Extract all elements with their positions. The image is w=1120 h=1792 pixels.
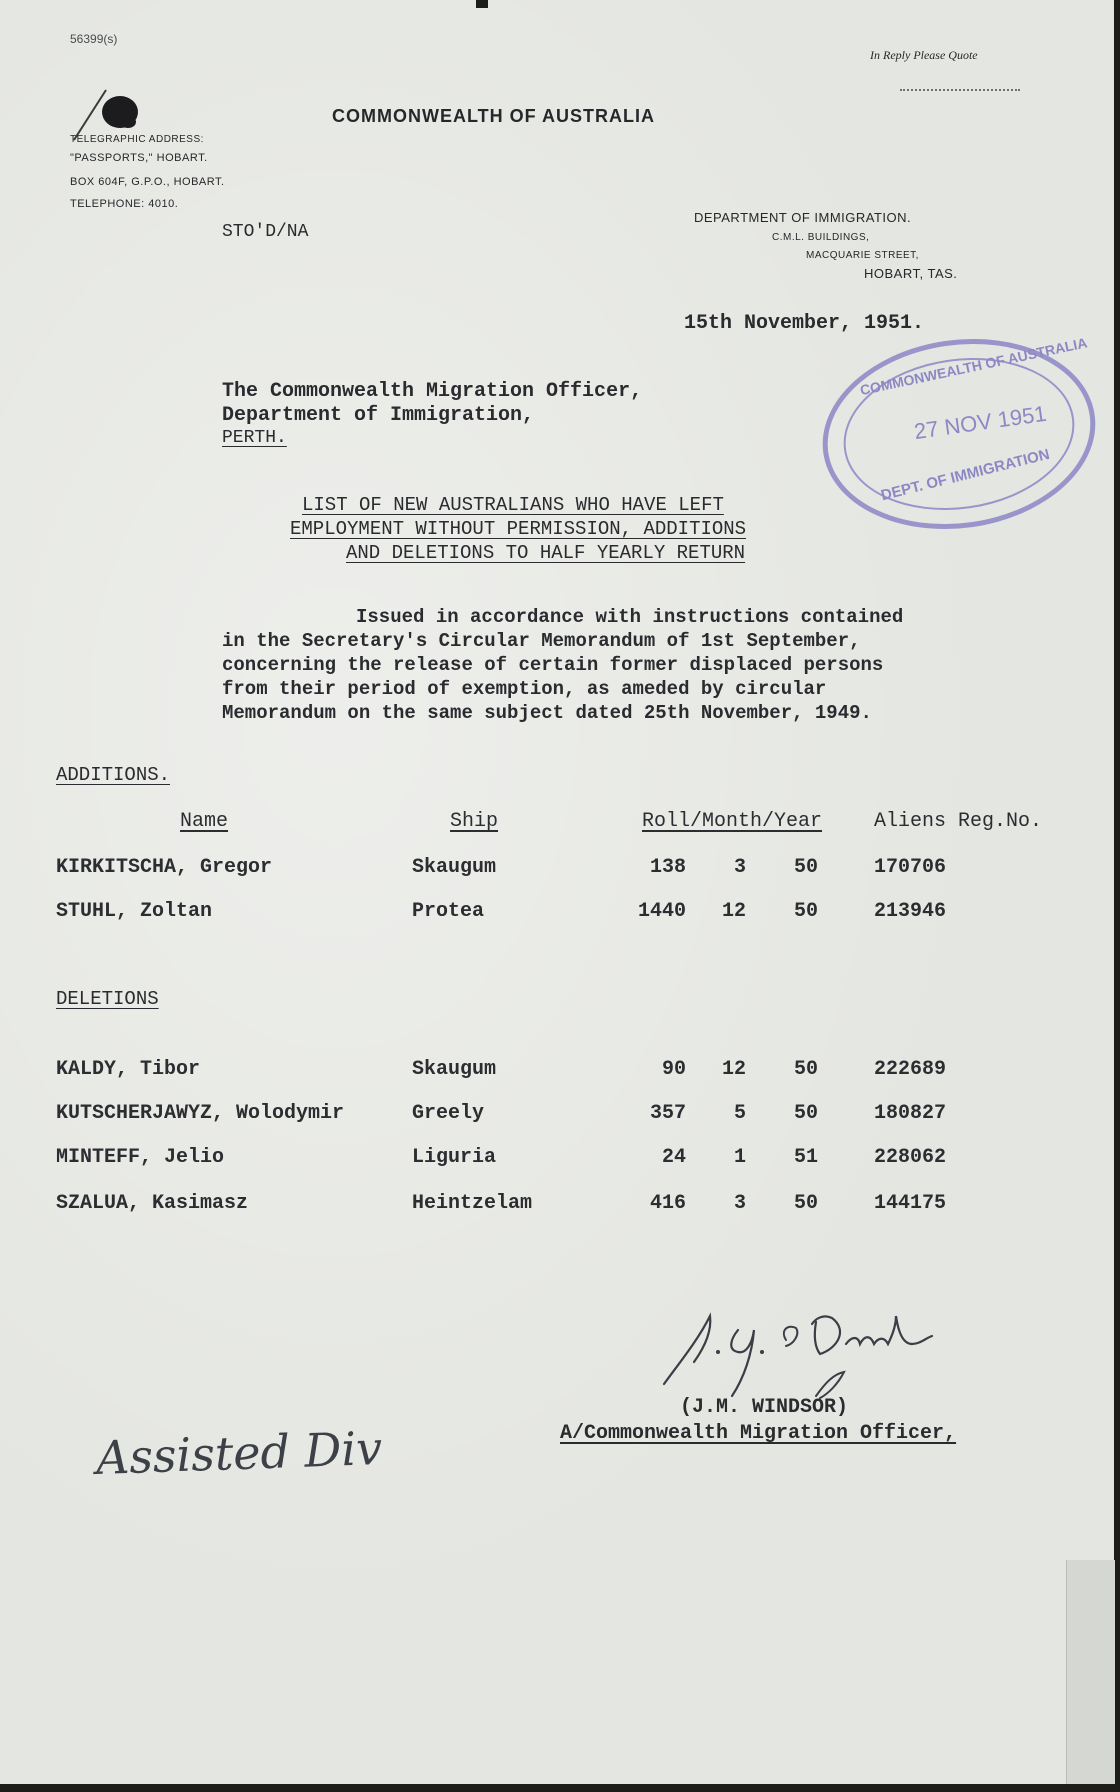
handwritten-annotation: Assisted Div	[95, 1421, 383, 1485]
row-year: 50	[794, 900, 819, 923]
row-roll: 357	[649, 1102, 686, 1125]
row-name: STUHL, Zoltan	[56, 900, 213, 923]
column-header-ship: Ship	[450, 810, 499, 833]
row-reg-no: 144175	[874, 1192, 947, 1215]
row-reg-no: 170706	[874, 856, 947, 879]
row-month: 3	[733, 1192, 746, 1215]
po-box: BOX 604F, G.P.O., HOBART.	[70, 176, 225, 188]
row-roll: 24	[661, 1146, 686, 1169]
subject-line-2: EMPLOYMENT WITHOUT PERMISSION, ADDITIONS	[290, 518, 747, 540]
reference-code: STO'D/NA	[222, 222, 309, 242]
letter-date: 15th November, 1951.	[684, 312, 925, 335]
row-ship: Skaugum	[412, 856, 497, 879]
row-month: 12	[721, 900, 746, 923]
deletions-heading: DELETIONS	[56, 988, 159, 1010]
signatory-title: A/Commonwealth Migration Officer,	[560, 1422, 957, 1445]
telephone: TELEPHONE: 4010.	[70, 198, 179, 210]
handwritten-signature	[620, 1300, 1000, 1410]
row-roll: 90	[661, 1058, 686, 1081]
row-year: 51	[794, 1146, 819, 1169]
row-reg-no: 180827	[874, 1102, 947, 1125]
row-ship: Heintzelam	[412, 1192, 533, 1215]
body-line-2: in the Secretary's Circular Memorandum of 1st September,	[222, 630, 861, 652]
row-name: KUTSCHERJAWYZ, Wolodymir	[56, 1102, 345, 1125]
row-roll: 138	[649, 856, 686, 879]
body-line-1: Issued in accordance with instructions contained	[356, 606, 904, 628]
addressee-line-2: Department of Immigration,	[222, 404, 535, 427]
body-line-5: Memorandum on the same subject dated 25th November, 1949.	[222, 702, 872, 724]
telegraphic-label: TELEGRAPHIC ADDRESS:	[70, 134, 204, 145]
row-roll: 416	[649, 1192, 686, 1215]
subject-line-3: AND DELETIONS TO HALF YEARLY RETURN	[346, 542, 746, 564]
row-year: 50	[794, 1058, 819, 1081]
doc-code: 56399(s)	[70, 32, 118, 46]
row-reg-no: 213946	[874, 900, 947, 923]
column-header-name: Name	[180, 810, 229, 833]
telegraphic-address: "PASSPORTS," HOBART.	[70, 152, 208, 164]
column-header-aliens-reg: Aliens Reg.No.	[874, 810, 1043, 833]
addressee-line-3: PERTH.	[222, 428, 287, 448]
punch-mark	[476, 0, 488, 8]
row-month: 5	[733, 1102, 746, 1125]
stamp-top-text: COMMONWEALTH OF AUSTRALIA	[858, 334, 1089, 399]
dept-line-1: DEPARTMENT OF IMMIGRATION.	[694, 210, 912, 225]
stamp-bottom-text: DEPT. OF IMMIGRATION	[879, 445, 1052, 505]
row-year: 50	[794, 856, 819, 879]
dept-line-2: C.M.L. BUILDINGS,	[772, 232, 870, 243]
subject-line-1: LIST OF NEW AUSTRALIANS WHO HAVE LEFT	[302, 494, 724, 516]
row-reg-no: 228062	[874, 1146, 947, 1169]
row-name: KIRKITSCHA, Gregor	[56, 856, 273, 879]
row-ship: Liguria	[412, 1146, 497, 1169]
row-ship: Greely	[412, 1102, 485, 1125]
reply-quote: In Reply Please Quote	[870, 48, 978, 62]
dept-line-4: HOBART, TAS.	[864, 266, 958, 281]
row-year: 50	[794, 1192, 819, 1215]
addressee-line-1: The Commonwealth Migration Officer,	[222, 380, 643, 403]
reply-quote-line	[900, 88, 1020, 91]
row-name: MINTEFF, Jelio	[56, 1146, 225, 1169]
row-month: 12	[721, 1058, 746, 1081]
row-month: 1	[733, 1146, 746, 1169]
folded-edge	[1066, 1560, 1115, 1784]
signatory-name: (J.M. WINDSOR)	[680, 1396, 849, 1419]
stamp-date: 27 NOV 1951	[912, 400, 1048, 445]
dept-line-3: MACQUARIE STREET,	[806, 250, 919, 261]
body-line-4: from their period of exemption, as ameded by circular	[222, 678, 827, 700]
additions-heading: ADDITIONS.	[56, 764, 171, 786]
row-ship: Skaugum	[412, 1058, 497, 1081]
row-ship: Protea	[412, 900, 485, 923]
column-header-roll-month-year: Roll/Month/Year	[642, 810, 823, 833]
row-reg-no: 222689	[874, 1058, 947, 1081]
row-year: 50	[794, 1102, 819, 1125]
body-line-3: concerning the release of certain former displaced persons	[222, 654, 884, 676]
letterhead-title: COMMONWEALTH OF AUSTRALIA	[332, 106, 655, 126]
row-name: KALDY, Tibor	[56, 1058, 201, 1081]
row-roll: 1440	[637, 900, 686, 923]
received-stamp	[810, 322, 1107, 546]
row-name: SZALUA, Kasimasz	[56, 1192, 249, 1215]
row-month: 3	[733, 856, 746, 879]
